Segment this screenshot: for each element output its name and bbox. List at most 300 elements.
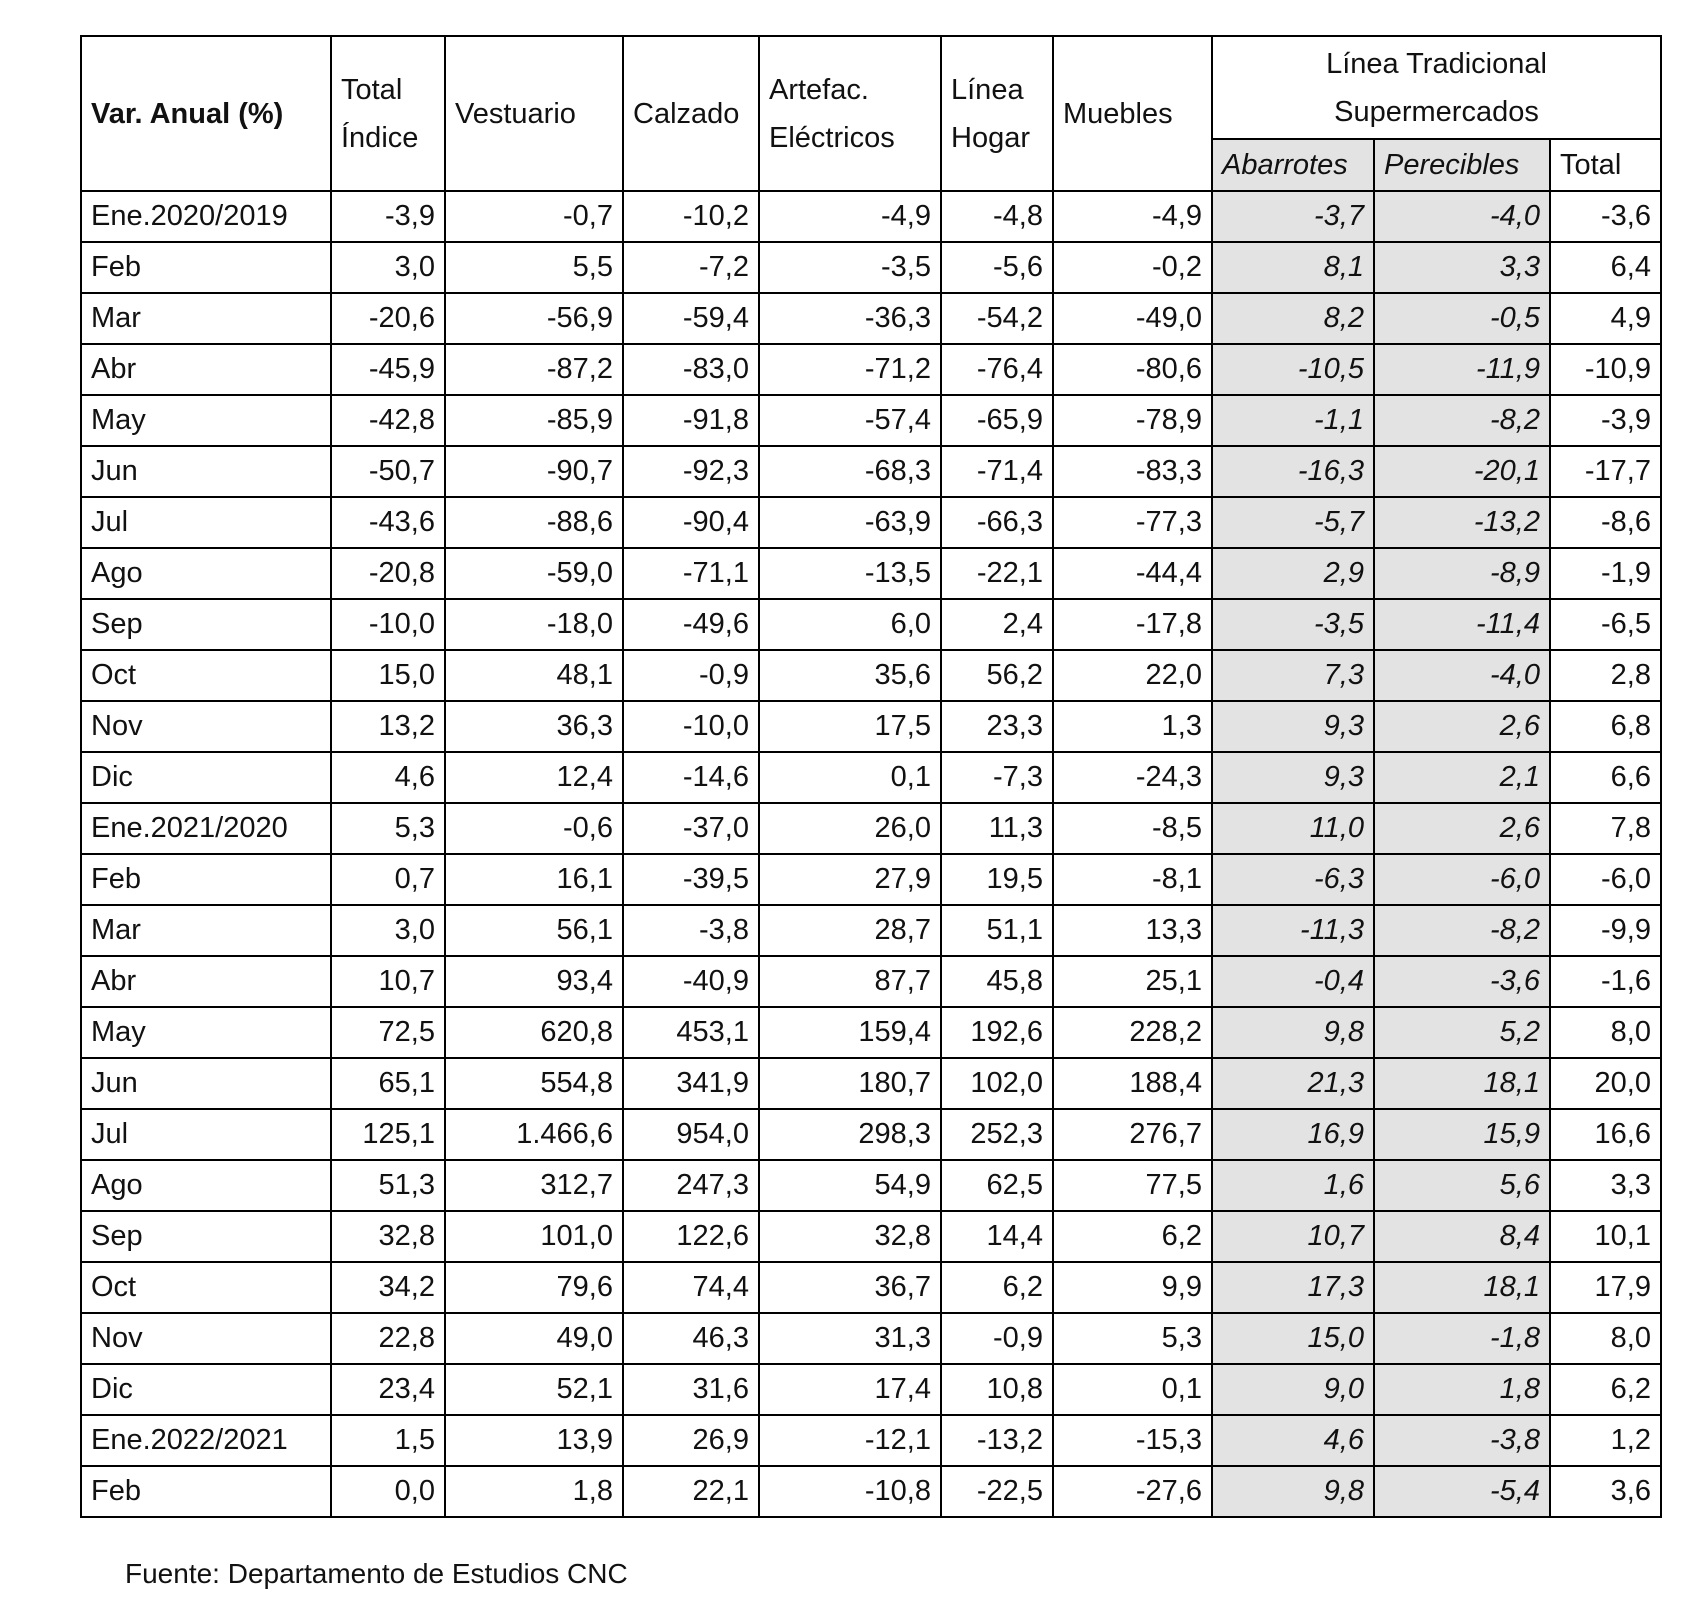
cell-abarrotes: 4,6	[1212, 1415, 1374, 1466]
cell-calzado: 954,0	[623, 1109, 759, 1160]
cell-muebles: -83,3	[1053, 446, 1212, 497]
cell-artefac: 32,8	[759, 1211, 941, 1262]
cell-period: Dic	[81, 752, 331, 803]
cell-vestuario: -56,9	[445, 293, 623, 344]
table-row	[81, 497, 1661, 548]
cell-abarrotes: -11,3	[1212, 905, 1374, 956]
header-row-1	[81, 36, 1661, 139]
cell-artefac: 35,6	[759, 650, 941, 701]
cell-calzado: 341,9	[623, 1058, 759, 1109]
cell-calzado: -37,0	[623, 803, 759, 854]
cell-perecibles: -5,4	[1374, 1466, 1550, 1517]
cell-artefac: -63,9	[759, 497, 941, 548]
cell-perecibles: 5,2	[1374, 1007, 1550, 1058]
cell-muebles: 276,7	[1053, 1109, 1212, 1160]
cell-artefac: -36,3	[759, 293, 941, 344]
cell-period: Ene.2021/2020	[81, 803, 331, 854]
cell-perecibles: -6,0	[1374, 854, 1550, 905]
cell-calzado: -59,4	[623, 293, 759, 344]
cell-artefac: 31,3	[759, 1313, 941, 1364]
table-row	[81, 752, 1661, 803]
cell-period: Mar	[81, 905, 331, 956]
cell-artefac: 17,5	[759, 701, 941, 752]
cell-muebles: -44,4	[1053, 548, 1212, 599]
cell-total-indice: 4,6	[331, 752, 445, 803]
cell-linea-hogar: -5,6	[941, 242, 1053, 293]
table-row	[81, 191, 1661, 242]
cell-muebles: -4,9	[1053, 191, 1212, 242]
header-total-indice	[331, 36, 445, 191]
cell-period: Jul	[81, 1109, 331, 1160]
cell-calzado: 46,3	[623, 1313, 759, 1364]
cell-muebles: 0,1	[1053, 1364, 1212, 1415]
cell-perecibles: -8,2	[1374, 905, 1550, 956]
cell-perecibles: -3,8	[1374, 1415, 1550, 1466]
cell-vestuario: 554,8	[445, 1058, 623, 1109]
cell-linea-hogar: 10,8	[941, 1364, 1053, 1415]
cell-vestuario: 56,1	[445, 905, 623, 956]
cell-total-indice: 15,0	[331, 650, 445, 701]
cell-abarrotes: 17,3	[1212, 1262, 1374, 1313]
table-row	[81, 956, 1661, 1007]
cell-total-indice: 34,2	[331, 1262, 445, 1313]
cell-abarrotes: 8,1	[1212, 242, 1374, 293]
cell-linea-hogar: 23,3	[941, 701, 1053, 752]
cell-vestuario: -90,7	[445, 446, 623, 497]
cell-perecibles: -13,2	[1374, 497, 1550, 548]
cell-abarrotes: 8,2	[1212, 293, 1374, 344]
cell-linea-hogar: -7,3	[941, 752, 1053, 803]
cell-artefac: 27,9	[759, 854, 941, 905]
cell-artefac: -68,3	[759, 446, 941, 497]
cell-artefac: -13,5	[759, 548, 941, 599]
header-total: Total	[1550, 139, 1661, 191]
cell-period: Abr	[81, 344, 331, 395]
cell-artefac: 54,9	[759, 1160, 941, 1211]
cell-abarrotes: 9,3	[1212, 701, 1374, 752]
cell-artefac: -57,4	[759, 395, 941, 446]
cell-artefac: 159,4	[759, 1007, 941, 1058]
cell-perecibles: 15,9	[1374, 1109, 1550, 1160]
cell-total: -10,9	[1550, 344, 1661, 395]
cell-perecibles: 2,6	[1374, 701, 1550, 752]
cell-abarrotes: 15,0	[1212, 1313, 1374, 1364]
cell-abarrotes: 10,7	[1212, 1211, 1374, 1262]
cell-total-indice: -20,6	[331, 293, 445, 344]
table-row	[81, 548, 1661, 599]
cell-calzado: 453,1	[623, 1007, 759, 1058]
cell-total: 6,6	[1550, 752, 1661, 803]
cell-vestuario: -85,9	[445, 395, 623, 446]
cell-calzado: -91,8	[623, 395, 759, 446]
cell-period: Dic	[81, 1364, 331, 1415]
cell-period: Feb	[81, 1466, 331, 1517]
cell-total-indice: 23,4	[331, 1364, 445, 1415]
cell-linea-hogar: -65,9	[941, 395, 1053, 446]
cell-period: Ene.2020/2019	[81, 191, 331, 242]
cell-calzado: 74,4	[623, 1262, 759, 1313]
cell-linea-hogar: 45,8	[941, 956, 1053, 1007]
cell-total-indice: 72,5	[331, 1007, 445, 1058]
cell-vestuario: 93,4	[445, 956, 623, 1007]
cell-total: 2,8	[1550, 650, 1661, 701]
cell-perecibles: -4,0	[1374, 650, 1550, 701]
cell-linea-hogar: 11,3	[941, 803, 1053, 854]
cell-total: 4,9	[1550, 293, 1661, 344]
cell-vestuario: 48,1	[445, 650, 623, 701]
cell-abarrotes: 9,8	[1212, 1466, 1374, 1517]
cell-total: 10,1	[1550, 1211, 1661, 1262]
cell-vestuario: 13,9	[445, 1415, 623, 1466]
cell-period: Sep	[81, 1211, 331, 1262]
cell-total: 6,2	[1550, 1364, 1661, 1415]
cell-vestuario: 49,0	[445, 1313, 623, 1364]
cell-calzado: 31,6	[623, 1364, 759, 1415]
table-row	[81, 242, 1661, 293]
cell-total-indice: -3,9	[331, 191, 445, 242]
cell-calzado: 22,1	[623, 1466, 759, 1517]
cell-perecibles: -8,2	[1374, 395, 1550, 446]
cell-perecibles: -3,6	[1374, 956, 1550, 1007]
cell-period: Mar	[81, 293, 331, 344]
header-total-indice-line1: Total	[341, 73, 403, 106]
cell-calzado: 247,3	[623, 1160, 759, 1211]
cell-vestuario: 1,8	[445, 1466, 623, 1517]
cell-period: May	[81, 395, 331, 446]
table-row	[81, 1415, 1661, 1466]
header-linea-hogar	[941, 36, 1053, 191]
cell-perecibles: -11,9	[1374, 344, 1550, 395]
cell-total-indice: 51,3	[331, 1160, 445, 1211]
cell-artefac: 36,7	[759, 1262, 941, 1313]
cell-period: Feb	[81, 854, 331, 905]
cell-total: -3,9	[1550, 395, 1661, 446]
variation-table	[80, 35, 1662, 1518]
cell-total: 1,2	[1550, 1415, 1661, 1466]
cell-perecibles: -11,4	[1374, 599, 1550, 650]
table-row	[81, 1262, 1661, 1313]
cell-linea-hogar: -66,3	[941, 497, 1053, 548]
cell-calzado: -14,6	[623, 752, 759, 803]
header-abarrotes: Abarrotes	[1212, 139, 1374, 191]
cell-total: 6,8	[1550, 701, 1661, 752]
cell-vestuario: -88,6	[445, 497, 623, 548]
cell-muebles: -0,2	[1053, 242, 1212, 293]
cell-total: -17,7	[1550, 446, 1661, 497]
cell-linea-hogar: 192,6	[941, 1007, 1053, 1058]
cell-period: Feb	[81, 242, 331, 293]
cell-total-indice: -42,8	[331, 395, 445, 446]
cell-muebles: 25,1	[1053, 956, 1212, 1007]
table-header	[81, 36, 1661, 191]
cell-perecibles: -4,0	[1374, 191, 1550, 242]
cell-perecibles: -0,5	[1374, 293, 1550, 344]
cell-artefac: 180,7	[759, 1058, 941, 1109]
cell-total: 17,9	[1550, 1262, 1661, 1313]
cell-total-indice: 65,1	[331, 1058, 445, 1109]
cell-abarrotes: 16,9	[1212, 1109, 1374, 1160]
cell-linea-hogar: -0,9	[941, 1313, 1053, 1364]
cell-calzado: -92,3	[623, 446, 759, 497]
cell-linea-hogar: -22,5	[941, 1466, 1053, 1517]
cell-total-indice: 32,8	[331, 1211, 445, 1262]
cell-vestuario: -0,6	[445, 803, 623, 854]
cell-muebles: 5,3	[1053, 1313, 1212, 1364]
cell-abarrotes: 9,8	[1212, 1007, 1374, 1058]
cell-total: -6,0	[1550, 854, 1661, 905]
cell-muebles: -8,5	[1053, 803, 1212, 854]
cell-muebles: 13,3	[1053, 905, 1212, 956]
cell-total-indice: 5,3	[331, 803, 445, 854]
cell-total: 6,4	[1550, 242, 1661, 293]
cell-calzado: -3,8	[623, 905, 759, 956]
cell-muebles: 188,4	[1053, 1058, 1212, 1109]
cell-muebles: -80,6	[1053, 344, 1212, 395]
cell-abarrotes: -10,5	[1212, 344, 1374, 395]
cell-muebles: -27,6	[1053, 1466, 1212, 1517]
table-row	[81, 1313, 1661, 1364]
cell-total-indice: -50,7	[331, 446, 445, 497]
cell-muebles: -78,9	[1053, 395, 1212, 446]
cell-abarrotes: -6,3	[1212, 854, 1374, 905]
cell-muebles: -77,3	[1053, 497, 1212, 548]
cell-abarrotes: -16,3	[1212, 446, 1374, 497]
table-row	[81, 344, 1661, 395]
cell-linea-hogar: 2,4	[941, 599, 1053, 650]
cell-abarrotes: -5,7	[1212, 497, 1374, 548]
cell-abarrotes: 21,3	[1212, 1058, 1374, 1109]
cell-period: Jun	[81, 1058, 331, 1109]
cell-abarrotes: 9,3	[1212, 752, 1374, 803]
cell-total-indice: 13,2	[331, 701, 445, 752]
cell-total-indice: 3,0	[331, 905, 445, 956]
cell-total-indice: 0,0	[331, 1466, 445, 1517]
cell-period: Ene.2022/2021	[81, 1415, 331, 1466]
cell-muebles: 22,0	[1053, 650, 1212, 701]
cell-linea-hogar: -22,1	[941, 548, 1053, 599]
cell-total-indice: 1,5	[331, 1415, 445, 1466]
cell-period: Oct	[81, 650, 331, 701]
table-row	[81, 1364, 1661, 1415]
cell-period: Jun	[81, 446, 331, 497]
header-linea-hogar-line2: Hogar	[951, 121, 1030, 154]
cell-artefac: -12,1	[759, 1415, 941, 1466]
cell-vestuario: 12,4	[445, 752, 623, 803]
cell-abarrotes: -0,4	[1212, 956, 1374, 1007]
cell-total: 8,0	[1550, 1313, 1661, 1364]
cell-abarrotes: 11,0	[1212, 803, 1374, 854]
cell-total: 16,6	[1550, 1109, 1661, 1160]
cell-artefac: 17,4	[759, 1364, 941, 1415]
cell-calzado: 26,9	[623, 1415, 759, 1466]
cell-linea-hogar: 14,4	[941, 1211, 1053, 1262]
table-row	[81, 854, 1661, 905]
cell-artefac: -71,2	[759, 344, 941, 395]
cell-period: Nov	[81, 701, 331, 752]
cell-artefac: -10,8	[759, 1466, 941, 1517]
cell-total-indice: 10,7	[331, 956, 445, 1007]
table-row	[81, 446, 1661, 497]
header-artefac-line1: Artefac.	[769, 73, 869, 106]
cell-perecibles: -20,1	[1374, 446, 1550, 497]
cell-total-indice: 22,8	[331, 1313, 445, 1364]
table-row	[81, 1466, 1661, 1517]
cell-artefac: -3,5	[759, 242, 941, 293]
cell-perecibles: 1,8	[1374, 1364, 1550, 1415]
cell-total: -6,5	[1550, 599, 1661, 650]
data-table-wrapper	[80, 35, 1662, 1518]
cell-muebles: -8,1	[1053, 854, 1212, 905]
cell-vestuario: 36,3	[445, 701, 623, 752]
table-row	[81, 599, 1661, 650]
cell-abarrotes: -1,1	[1212, 395, 1374, 446]
header-calzado: Calzado	[623, 36, 759, 191]
cell-abarrotes: 1,6	[1212, 1160, 1374, 1211]
cell-abarrotes: -3,7	[1212, 191, 1374, 242]
cell-perecibles: 5,6	[1374, 1160, 1550, 1211]
cell-muebles: 228,2	[1053, 1007, 1212, 1058]
cell-perecibles: 18,1	[1374, 1262, 1550, 1313]
cell-vestuario: 312,7	[445, 1160, 623, 1211]
cell-period: Ago	[81, 1160, 331, 1211]
cell-muebles: -15,3	[1053, 1415, 1212, 1466]
cell-vestuario: 79,6	[445, 1262, 623, 1313]
cell-artefac: 28,7	[759, 905, 941, 956]
cell-total-indice: 125,1	[331, 1109, 445, 1160]
cell-linea-hogar: -71,4	[941, 446, 1053, 497]
cell-total: -8,6	[1550, 497, 1661, 548]
cell-total: 20,0	[1550, 1058, 1661, 1109]
cell-perecibles: 2,1	[1374, 752, 1550, 803]
cell-vestuario: -0,7	[445, 191, 623, 242]
cell-abarrotes: 2,9	[1212, 548, 1374, 599]
cell-perecibles: 18,1	[1374, 1058, 1550, 1109]
cell-total-indice: -43,6	[331, 497, 445, 548]
cell-linea-hogar: 51,1	[941, 905, 1053, 956]
cell-period: Sep	[81, 599, 331, 650]
cell-muebles: 9,9	[1053, 1262, 1212, 1313]
header-perecibles: Perecibles	[1374, 139, 1550, 191]
table-row	[81, 1160, 1661, 1211]
cell-linea-hogar: 62,5	[941, 1160, 1053, 1211]
table-row	[81, 293, 1661, 344]
table-row	[81, 701, 1661, 752]
cell-total: -1,6	[1550, 956, 1661, 1007]
cell-calzado: -90,4	[623, 497, 759, 548]
cell-period: Oct	[81, 1262, 331, 1313]
cell-perecibles: -1,8	[1374, 1313, 1550, 1364]
cell-vestuario: 52,1	[445, 1364, 623, 1415]
cell-vestuario: -18,0	[445, 599, 623, 650]
header-total-indice-line2: Índice	[341, 121, 419, 154]
cell-linea-hogar: 6,2	[941, 1262, 1053, 1313]
table-row	[81, 1211, 1661, 1262]
cell-artefac: 87,7	[759, 956, 941, 1007]
cell-calzado: -40,9	[623, 956, 759, 1007]
header-artefac-line2: Eléctricos	[769, 121, 895, 154]
cell-vestuario: 1.466,6	[445, 1109, 623, 1160]
cell-calzado: -10,0	[623, 701, 759, 752]
header-lt-line2: Supermercados	[1334, 95, 1539, 128]
cell-artefac: 0,1	[759, 752, 941, 803]
cell-total: -1,9	[1550, 548, 1661, 599]
cell-vestuario: 16,1	[445, 854, 623, 905]
cell-linea-hogar: 19,5	[941, 854, 1053, 905]
cell-artefac: -4,9	[759, 191, 941, 242]
cell-vestuario: -59,0	[445, 548, 623, 599]
header-muebles: Muebles	[1053, 36, 1212, 191]
cell-perecibles: 3,3	[1374, 242, 1550, 293]
cell-calzado: -83,0	[623, 344, 759, 395]
cell-vestuario: 620,8	[445, 1007, 623, 1058]
cell-calzado: -10,2	[623, 191, 759, 242]
cell-abarrotes: 7,3	[1212, 650, 1374, 701]
cell-artefac: 26,0	[759, 803, 941, 854]
cell-linea-hogar: 56,2	[941, 650, 1053, 701]
cell-muebles: 77,5	[1053, 1160, 1212, 1211]
cell-total: 3,3	[1550, 1160, 1661, 1211]
table-row	[81, 650, 1661, 701]
header-var-anual: Var. Anual (%)	[81, 36, 331, 191]
cell-artefac: 6,0	[759, 599, 941, 650]
cell-total-indice: -10,0	[331, 599, 445, 650]
header-artefac	[759, 36, 941, 191]
cell-linea-hogar: -76,4	[941, 344, 1053, 395]
cell-muebles: 1,3	[1053, 701, 1212, 752]
cell-total: -3,6	[1550, 191, 1661, 242]
table-row	[81, 1058, 1661, 1109]
cell-total-indice: -20,8	[331, 548, 445, 599]
table-row	[81, 905, 1661, 956]
header-linea-hogar-line1: Línea	[951, 73, 1024, 106]
cell-total-indice: 3,0	[331, 242, 445, 293]
cell-linea-hogar: -54,2	[941, 293, 1053, 344]
cell-abarrotes: 9,0	[1212, 1364, 1374, 1415]
cell-linea-hogar: 102,0	[941, 1058, 1053, 1109]
header-linea-tradicional-supermercados	[1212, 36, 1661, 139]
cell-period: Jul	[81, 497, 331, 548]
cell-calzado: -39,5	[623, 854, 759, 905]
cell-linea-hogar: -4,8	[941, 191, 1053, 242]
header-vestuario: Vestuario	[445, 36, 623, 191]
cell-calzado: 122,6	[623, 1211, 759, 1262]
cell-artefac: 298,3	[759, 1109, 941, 1160]
cell-muebles: -17,8	[1053, 599, 1212, 650]
cell-perecibles: -8,9	[1374, 548, 1550, 599]
cell-vestuario: 101,0	[445, 1211, 623, 1262]
cell-total: 7,8	[1550, 803, 1661, 854]
cell-period: Ago	[81, 548, 331, 599]
cell-period: May	[81, 1007, 331, 1058]
cell-calzado: -7,2	[623, 242, 759, 293]
cell-vestuario: 5,5	[445, 242, 623, 293]
cell-calzado: -49,6	[623, 599, 759, 650]
cell-vestuario: -87,2	[445, 344, 623, 395]
cell-calzado: -71,1	[623, 548, 759, 599]
cell-abarrotes: -3,5	[1212, 599, 1374, 650]
table-row	[81, 803, 1661, 854]
cell-total: -9,9	[1550, 905, 1661, 956]
cell-perecibles: 2,6	[1374, 803, 1550, 854]
cell-perecibles: 8,4	[1374, 1211, 1550, 1262]
cell-calzado: -0,9	[623, 650, 759, 701]
cell-period: Nov	[81, 1313, 331, 1364]
cell-linea-hogar: 252,3	[941, 1109, 1053, 1160]
cell-total-indice: -45,9	[331, 344, 445, 395]
table-body	[81, 191, 1661, 1517]
cell-period: Abr	[81, 956, 331, 1007]
cell-linea-hogar: -13,2	[941, 1415, 1053, 1466]
